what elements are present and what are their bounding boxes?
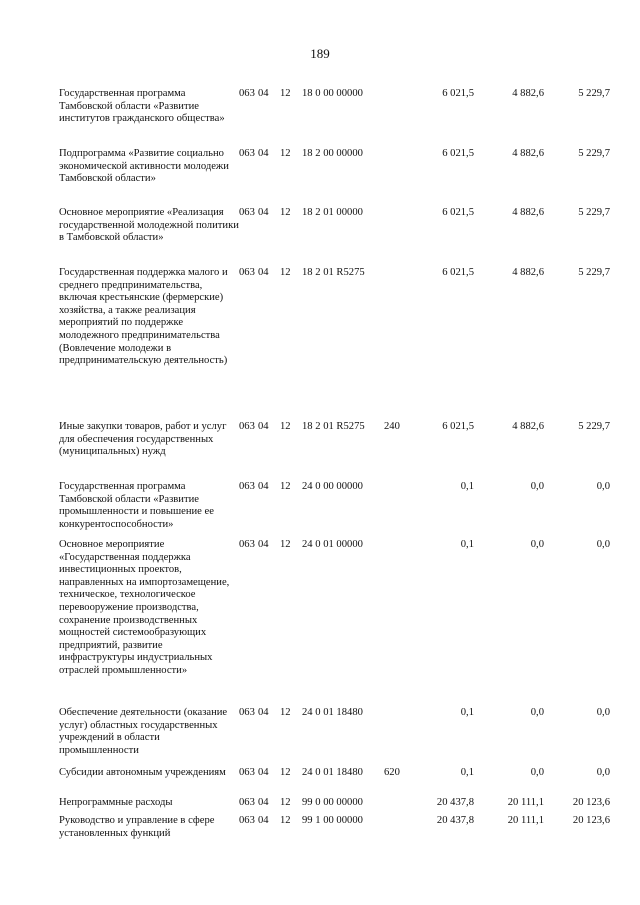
amount-year-1: 20 437,8 bbox=[436, 815, 474, 826]
target-article-code: 24 0 00 00000 bbox=[302, 481, 363, 492]
ministry-code: 063 bbox=[239, 815, 255, 826]
amount-year-1: 0,1 bbox=[460, 707, 474, 718]
amount-year-1: 0,1 bbox=[460, 481, 474, 492]
amount-year-2: 4 882,6 bbox=[512, 267, 544, 278]
target-article-code: 24 0 01 18480 bbox=[302, 707, 363, 718]
row-name: Государственная поддержка малого и среднего предпринимательства, включая крестьянские (фермерские) хозяйства, а также реализация мероприятий по поддержке молодежного предпринимательства (Вовлечение молодежи в предпринимательскую деятельность) bbox=[59, 267, 228, 367]
row-name: Субсидии автономным учреждениям bbox=[59, 767, 226, 778]
amount-year-2: 4 882,6 bbox=[512, 421, 544, 432]
section-code: 04 bbox=[258, 207, 269, 218]
amount-year-1: 6 021,5 bbox=[442, 421, 474, 432]
amount-year-3: 5 229,7 bbox=[578, 148, 610, 159]
subsection-code: 12 bbox=[280, 481, 291, 492]
target-article-code: 18 2 00 00000 bbox=[302, 148, 363, 159]
row-name: Государственная программа Тамбовской области «Развитие институтов гражданского общества» bbox=[59, 88, 225, 125]
amount-year-3: 20 123,6 bbox=[572, 797, 610, 808]
target-article-code: 18 2 01 R5275 bbox=[302, 267, 365, 278]
section-code: 04 bbox=[258, 815, 269, 826]
ministry-code: 063 bbox=[239, 207, 255, 218]
amount-year-1: 0,1 bbox=[460, 767, 474, 778]
section-code: 04 bbox=[258, 148, 269, 159]
target-article-code: 99 1 00 00000 bbox=[302, 815, 363, 826]
amount-year-3: 5 229,7 bbox=[578, 207, 610, 218]
amount-year-3: 5 229,7 bbox=[578, 421, 610, 432]
row-name: Подпрограмма «Развитие социально экономической активности молодежи Тамбовской области» bbox=[59, 148, 229, 185]
subsection-code: 12 bbox=[280, 207, 291, 218]
amount-year-2: 0,0 bbox=[530, 707, 544, 718]
subsection-code: 12 bbox=[280, 148, 291, 159]
row-name: Руководство и управление в сфере установленных функций bbox=[59, 815, 215, 839]
ministry-code: 063 bbox=[239, 267, 255, 278]
amount-year-3: 20 123,6 bbox=[572, 815, 610, 826]
amount-year-2: 20 111,1 bbox=[507, 797, 544, 808]
section-code: 04 bbox=[258, 797, 269, 808]
amount-year-3: 5 229,7 bbox=[578, 267, 610, 278]
amount-year-2: 20 111,1 bbox=[507, 815, 544, 826]
amount-year-3: 0,0 bbox=[596, 539, 610, 550]
subsection-code: 12 bbox=[280, 267, 291, 278]
subsection-code: 12 bbox=[280, 707, 291, 718]
section-code: 04 bbox=[258, 481, 269, 492]
ministry-code: 063 bbox=[239, 707, 255, 718]
amount-year-3: 0,0 bbox=[596, 481, 610, 492]
row-name: Непрограммные расходы bbox=[59, 797, 173, 808]
target-article-code: 99 0 00 00000 bbox=[302, 797, 363, 808]
section-code: 04 bbox=[258, 421, 269, 432]
ministry-code: 063 bbox=[239, 421, 255, 432]
section-code: 04 bbox=[258, 707, 269, 718]
amount-year-1: 0,1 bbox=[460, 539, 474, 550]
ministry-code: 063 bbox=[239, 481, 255, 492]
amount-year-3: 0,0 bbox=[596, 707, 610, 718]
row-name: Иные закупки товаров, работ и услуг для обеспечения государственных (муниципальных) нужд bbox=[59, 421, 227, 458]
expense-type-code: 620 bbox=[384, 767, 400, 778]
amount-year-1: 6 021,5 bbox=[442, 148, 474, 159]
subsection-code: 12 bbox=[280, 88, 291, 99]
subsection-code: 12 bbox=[280, 421, 291, 432]
target-article-code: 24 0 01 00000 bbox=[302, 539, 363, 550]
ministry-code: 063 bbox=[239, 767, 255, 778]
amount-year-2: 4 882,6 bbox=[512, 148, 544, 159]
section-code: 04 bbox=[258, 767, 269, 778]
amount-year-1: 6 021,5 bbox=[442, 267, 474, 278]
amount-year-1: 6 021,5 bbox=[442, 88, 474, 99]
target-article-code: 18 2 01 00000 bbox=[302, 207, 363, 218]
amount-year-2: 4 882,6 bbox=[512, 88, 544, 99]
ministry-code: 063 bbox=[239, 797, 255, 808]
amount-year-1: 6 021,5 bbox=[442, 207, 474, 218]
target-article-code: 18 2 01 R5275 bbox=[302, 421, 365, 432]
section-code: 04 bbox=[258, 88, 269, 99]
section-code: 04 bbox=[258, 267, 269, 278]
subsection-code: 12 bbox=[280, 815, 291, 826]
amount-year-1: 20 437,8 bbox=[436, 797, 474, 808]
row-name: Государственная программа Тамбовской области «Развитие промышленности и повышение ее конкурентоспособности» bbox=[59, 481, 214, 530]
amount-year-2: 4 882,6 bbox=[512, 207, 544, 218]
ministry-code: 063 bbox=[239, 539, 255, 550]
amount-year-3: 5 229,7 bbox=[578, 88, 610, 99]
ministry-code: 063 bbox=[239, 88, 255, 99]
expense-type-code: 240 bbox=[384, 421, 400, 432]
row-name: Основное мероприятие «Государственная поддержка инвестиционных проектов, направленных на импортозамещение, техническое, технологическое перевооружение производства, сохранение производственных мощностей системообразующих предприятий, развитие инфраструктуры индустриальных отраслей промышленности» bbox=[59, 539, 230, 676]
subsection-code: 12 bbox=[280, 767, 291, 778]
amount-year-2: 0,0 bbox=[530, 539, 544, 550]
row-name: Основное мероприятие «Реализация государственной молодежной политики в Тамбовской области» bbox=[59, 207, 239, 244]
subsection-code: 12 bbox=[280, 539, 291, 550]
amount-year-2: 0,0 bbox=[530, 481, 544, 492]
amount-year-2: 0,0 bbox=[530, 767, 544, 778]
subsection-code: 12 bbox=[280, 797, 291, 808]
amount-year-3: 0,0 bbox=[596, 767, 610, 778]
ministry-code: 063 bbox=[239, 148, 255, 159]
target-article-code: 18 0 00 00000 bbox=[302, 88, 363, 99]
target-article-code: 24 0 01 18480 bbox=[302, 767, 363, 778]
section-code: 04 bbox=[258, 539, 269, 550]
page-number: 189 bbox=[310, 46, 330, 61]
row-name: Обеспечение деятельности (оказание услуг) областных государственных учреждений в области промышленности bbox=[59, 707, 228, 756]
